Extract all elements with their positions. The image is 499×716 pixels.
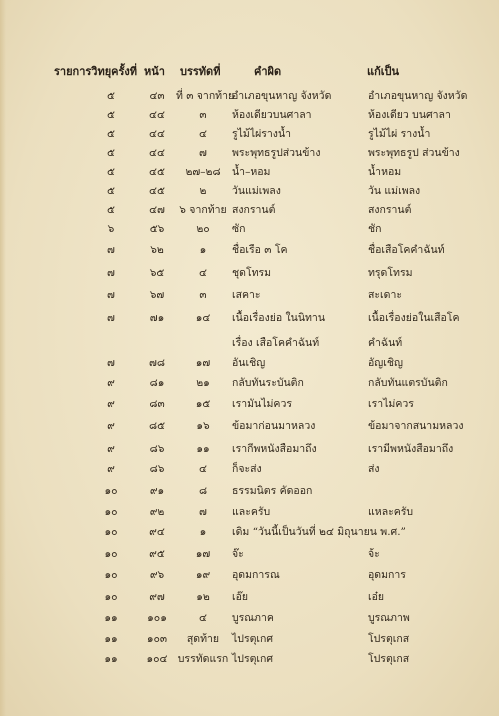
cell-correction: บูรณภาพ: [368, 612, 410, 624]
cell-page: ๖๗: [149, 289, 165, 301]
cell-episode: ๕: [107, 166, 115, 178]
cell-line: บรรทัดแรก: [177, 653, 229, 665]
cell-correction: จ้ะ: [368, 548, 380, 560]
cell-correction: วัน แม่เพลง: [368, 185, 421, 197]
cell-page: ๗๑: [149, 312, 165, 324]
table-row: [0, 241, 499, 260]
cell-correction: เนื้อเรื่องย่อในเสือโค: [368, 312, 460, 324]
table-row: [0, 264, 499, 283]
table-row: [0, 163, 499, 182]
cell-wrong: ไปรตุเกศ: [232, 633, 274, 645]
table-row: [0, 106, 499, 125]
table-row: [0, 201, 499, 220]
cell-line: ๔: [199, 128, 207, 140]
cell-wrong: ห้องเดียวบนศาลา: [232, 109, 312, 121]
cell-correction: คำฉันท์: [368, 337, 403, 349]
cell-wrong: อำเภอขุนหาญ จังหวัด: [232, 90, 332, 102]
cell-wrong: กลับทันระบันติก: [232, 377, 304, 389]
table-row: [0, 220, 499, 239]
cell-page: ๙๔: [149, 526, 165, 538]
table-row: [0, 309, 499, 328]
cell-wrong: รูไม้ไผ่รางน้ำ: [232, 128, 292, 140]
cell-line: ๑๔: [195, 312, 211, 324]
cell-episode: ๑๐: [104, 506, 118, 518]
cell-line: ๓: [199, 109, 207, 121]
cell-wrong: ก็จะส่ง: [232, 463, 262, 475]
cell-episode: ๕: [107, 128, 115, 140]
header-line: บรรทัดที่: [180, 65, 221, 78]
cell-line: ๘: [198, 485, 208, 497]
cell-line: ๑๒: [196, 591, 210, 603]
cell-correction: น้ำหอม: [368, 166, 402, 178]
table-row: [0, 588, 499, 607]
cell-episode: ๑๐: [104, 548, 118, 560]
cell-line: ๑๙: [195, 569, 211, 581]
header-correction: แก้เป็น: [367, 65, 400, 78]
cell-line: ๑๗: [195, 357, 211, 369]
cell-correction: ชื่อเสือโคคำฉันท์: [368, 244, 445, 256]
cell-episode: ๑๑: [104, 653, 118, 665]
cell-correction: สะเดาะ: [368, 289, 402, 301]
cell-page: ๔๔: [149, 147, 165, 159]
cell-correction: แหละครับ: [368, 506, 414, 518]
cell-episode: ๕: [107, 185, 115, 197]
cell-wrong: เสคาะ: [232, 289, 261, 301]
cell-page: ๔๔: [149, 109, 165, 121]
cell-correction: โปรตุเกส: [368, 633, 410, 645]
cell-episode: ๕: [107, 147, 115, 159]
table-row: [0, 609, 499, 628]
cell-wrong: ชุดโทรม: [232, 267, 272, 279]
cell-correction: สงกรานต์: [368, 204, 412, 216]
cell-wrong: อันเชิญ: [232, 357, 266, 369]
cell-episode: ๙: [107, 420, 115, 432]
table-row: [0, 630, 499, 649]
cell-line: ๒๗–๒๘: [185, 166, 221, 178]
cell-correction: โปรตุเกส: [368, 653, 410, 665]
cell-episode: ๗: [107, 244, 115, 256]
cell-wrong: และครับ: [232, 506, 271, 518]
table-row: [0, 334, 499, 353]
cell-episode: ๑๐: [104, 485, 118, 497]
cell-line: ๔: [199, 463, 207, 475]
cell-correction: ห้องเดียว บนศาลา: [368, 109, 451, 121]
cell-line: ๗: [199, 506, 207, 518]
cell-correction: ทรุดโทรม: [368, 267, 413, 279]
cell-page: ๑๐๓: [146, 633, 168, 645]
cell-episode: ๑๐: [104, 591, 118, 603]
cell-page: ๘๖: [149, 443, 165, 455]
table-row: [0, 440, 499, 459]
cell-wrong: สงกรานต์: [232, 204, 276, 216]
cell-line: สุดท้าย: [186, 633, 220, 645]
cell-line: ๑๖: [196, 420, 210, 432]
cell-episode: ๙: [107, 377, 115, 389]
cell-page: ๖๕: [149, 267, 165, 279]
cell-line: ๑๗: [195, 548, 211, 560]
cell-line: ๒๐: [196, 223, 210, 235]
cell-episode: ๖: [107, 223, 115, 235]
cell-wrong: เรื่อง เสือโคคำฉันท์: [232, 337, 320, 349]
cell-page: ๑๐๑: [147, 612, 167, 624]
cell-episode: ๙: [107, 398, 115, 410]
table-row: [0, 566, 499, 585]
cell-page: ๘๕: [148, 420, 166, 432]
cell-wrong: บูรณภาค: [232, 612, 274, 624]
cell-wrong: เนื้อเรื่องย่อ ในนิทาน: [232, 312, 326, 324]
cell-page: ๙๗: [149, 591, 165, 603]
cell-page: ๙๒: [149, 506, 165, 518]
table-row: [0, 144, 499, 163]
table-row: [0, 650, 499, 669]
cell-wrong: เรามันไม่ควร: [232, 398, 292, 410]
cell-correction: ส่ง: [368, 463, 380, 475]
table-row: [0, 395, 499, 414]
cell-correction: ข้อมาจากสนามหลวง: [368, 420, 464, 432]
cell-correction: รูไม้ไผ่ รางน้ำ: [368, 128, 431, 140]
cell-correction: เอ๋ย: [368, 591, 385, 603]
cell-episode: ๗: [107, 312, 115, 324]
cell-page: ๙๕: [149, 548, 165, 560]
cell-page: ๖๒: [150, 244, 164, 256]
cell-correction: อัญเชิญ: [368, 357, 403, 369]
cell-line: ๓: [199, 289, 207, 301]
cell-page: ๘๑: [149, 377, 165, 389]
cell-page: ๔๓: [149, 90, 165, 102]
cell-wrong: ชื่อเรือ ๓ โค: [232, 244, 288, 256]
table-row: [0, 417, 499, 436]
cell-wrong: เอ๊ย: [232, 591, 249, 603]
cell-correction: เราไม่ควร: [368, 398, 414, 410]
cell-episode: ๑๐: [104, 526, 118, 538]
cell-wrong: พระพุทธรูปส่วนข้าง: [232, 147, 321, 159]
cell-correction: พระพุทธรูป ส่วนข้าง: [368, 147, 460, 159]
cell-page: ๘๓: [149, 398, 165, 410]
cell-wrong: จ๊ะ: [232, 548, 244, 560]
cell-episode: ๗: [107, 357, 115, 369]
cell-wrong: ซัก: [232, 223, 246, 235]
cell-line: ๔: [199, 612, 207, 624]
cell-page: ๗๘: [149, 357, 165, 369]
cell-page: ๕๖: [149, 223, 165, 235]
cell-wrong: เรากีพหนังสือมาถึง: [232, 443, 317, 455]
cell-wrong: ธรรมนิตร คัดออก: [232, 485, 313, 497]
cell-correction: อุดมการ: [368, 569, 406, 581]
cell-episode: ๑๑: [104, 633, 118, 645]
cell-page: ๔๕: [149, 185, 165, 197]
cell-wrong: อุดมการณ: [232, 569, 280, 581]
cell-line: ๒: [199, 185, 207, 197]
cell-page: ๔๕: [149, 166, 165, 178]
table-row: [0, 182, 499, 201]
cell-page: ๔๗: [149, 204, 165, 216]
cell-correction: ชัก: [368, 223, 382, 235]
cell-episode: ๑๐: [104, 569, 118, 581]
cell-episode: ๕: [107, 90, 115, 102]
cell-line: ๔: [199, 267, 207, 279]
cell-line: ที่ ๓ จากท้าย: [176, 90, 235, 102]
cell-episode: ๙: [107, 443, 115, 455]
cell-episode: ๑๑: [104, 612, 118, 624]
header-page: หน้า: [144, 65, 165, 78]
cell-episode: ๕: [107, 109, 115, 121]
cell-correction: กลับทันแตรบันติก: [368, 377, 448, 389]
cell-page: ๑๐๔: [146, 653, 168, 665]
cell-line: ๗: [199, 147, 207, 159]
header-radio-episode: รายการวิทยุครั้งที่: [54, 65, 138, 78]
cell-line: ๖ จากท้าย: [179, 204, 227, 216]
table-row: [0, 482, 499, 501]
cell-correction: เรามีพหนังสือมาถึง: [368, 443, 454, 455]
cell-wrong: เดิม “วันนี้เป็นวันที่ ๒๔ มิถุนายน พ.ศ.”: [232, 526, 406, 538]
table-row: [0, 503, 499, 522]
cell-page: ๙๑: [149, 485, 165, 497]
cell-episode: ๗: [107, 267, 115, 279]
cell-line: ๑: [199, 526, 207, 538]
table-row: [0, 125, 499, 144]
cell-episode: ๙: [107, 463, 115, 475]
cell-wrong: วันแม่เพลง: [232, 185, 281, 197]
cell-page: ๙๖: [149, 569, 165, 581]
cell-wrong: น้ำ–หอม: [232, 166, 271, 178]
table-row: [0, 523, 499, 542]
table-row: [0, 354, 499, 373]
cell-correction: อำเภอขุนหาญ จังหวัด: [368, 90, 468, 102]
cell-line: ๑๕: [195, 398, 211, 410]
cell-wrong: ไปรตุเกศ: [232, 653, 274, 665]
cell-line: ๑: [199, 244, 207, 256]
table-row: [0, 374, 499, 393]
cell-episode: ๕: [107, 204, 115, 216]
table-row: [0, 545, 499, 564]
cell-page: ๔๔: [149, 128, 165, 140]
header-wrong-word: คำผิด: [254, 65, 282, 78]
table-row: [0, 460, 499, 479]
cell-line: ๒๑: [196, 377, 210, 389]
cell-line: ๑๑: [196, 443, 210, 455]
cell-episode: ๗: [107, 289, 115, 301]
table-row: [0, 286, 499, 305]
table-row: [0, 87, 499, 106]
cell-page: ๘๖: [149, 463, 165, 475]
cell-wrong: ข้อมาก่อนมาหลวง: [232, 420, 316, 432]
